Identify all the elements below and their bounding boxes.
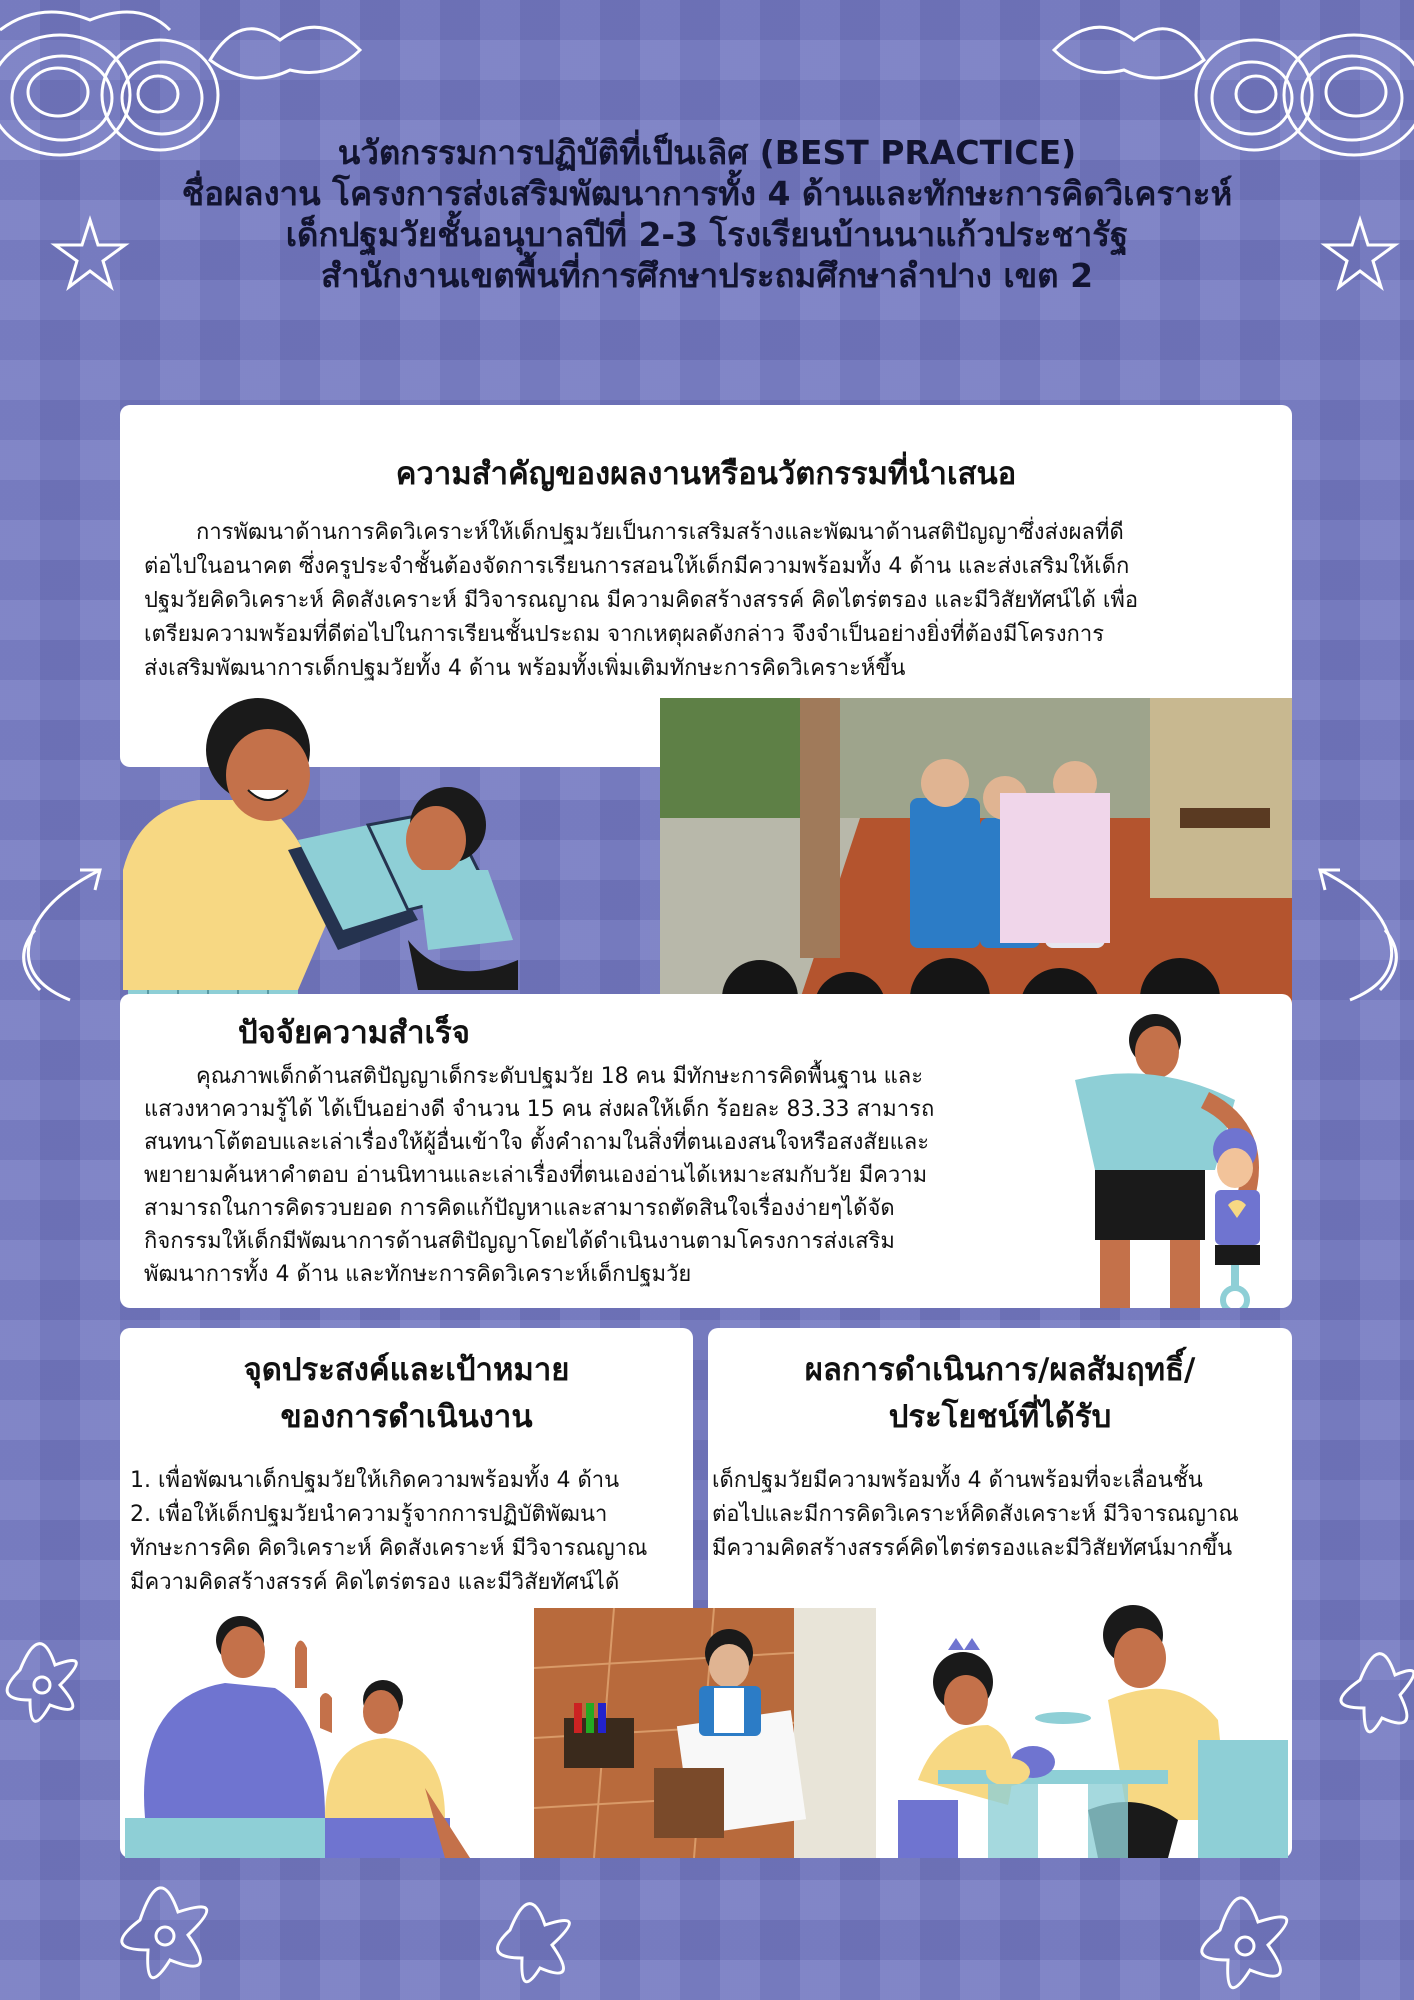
objectives-line-3: ทักษะการคิด คิดวิเคราะห์ คิดสังเคราะห์ มีวิจารณญาณ — [130, 1536, 648, 1561]
success-line-1: คุณภาพเด็กด้านสติปัญญาเด็กระดับปฐมวัย 18 คน มีทักษะการคิดพื้นฐาน และ — [196, 1064, 924, 1089]
success-line-4: พยายามค้นหาคำตอบ อ่านนิทานและเล่าเรื่องที่ตนเองอ่านได้เหมาะสมกับวัย มีความ — [144, 1163, 928, 1188]
flower-icon-bottom-left-2 — [100, 1850, 240, 2000]
title-line-2: ชื่อผลงาน โครงการส่งเสริมพัฒนาการทั้ง 4 ด้านและทักษะการคิดวิเคราะห์ — [181, 174, 1233, 213]
objectives-text — [130, 1464, 647, 1600]
results-heading-line-2: ประโยชน์ที่ได้รับ — [888, 1399, 1112, 1435]
success-line-5: สามารถในการคิดรวบยอด การคิดแก้ปัญหาและสามารถตัดสินใจเรื่องง่ายๆได้จัด — [144, 1196, 895, 1221]
illustration-reading-book — [118, 690, 538, 995]
success-heading: ปัจจัยความสำเร็จ — [238, 1015, 470, 1051]
success-line-6: กิจกรรมให้เด็กมีพัฒนาการด้านสติปัญญาโดยได้ดำเนินงานตามโครงการส่งเสริม — [144, 1229, 895, 1254]
arrow-icon-right — [1300, 860, 1410, 1010]
objectives-line-2: 2. เพื่อให้เด็กปฐมวัยนำความรู้จากการปฏิบัติพัฒนา — [130, 1502, 608, 1527]
title-line-3: เด็กปฐมวัยชั้นอนุบาลปีที่ 2-3 โรงเรียนบ้านนาแก้วประชารัฐ — [285, 215, 1129, 254]
importance-line-2: ต่อไปในอนาคต ซึ่งครูประจำชั้นต้องจัดการเรียนการสอนให้เด็กมีความพร้อมทั้ง 4 ด้าน และส่งเสริมให้เด็ก — [144, 554, 1130, 579]
importance-heading: ความสำคัญของผลงานหรือนวัตกรรมที่นำเสนอ — [395, 456, 1017, 492]
results-line-3: มีความคิดสร้างสรรค์คิดไตร่ตรองและมีวิสัยทัศน์มากขึ้น — [712, 1536, 1233, 1561]
importance-line-4: เตรียมความพร้อมที่ดีต่อไปในการเรียนชั้นประถม จากเหตุผลดังกล่าว จึงจำเป็นอย่างยิ่งที่ต้องมีโครงการ — [144, 622, 1105, 647]
objectives-heading — [120, 1347, 693, 1441]
arrow-icon-left — [10, 860, 110, 1010]
success-line-2: แสวงหาความรู้ได้ ได้เป็นอย่างดี จำนวน 15 คน ส่งผลให้เด็ก ร้อยละ 83.33 สามารถ — [144, 1097, 935, 1122]
photo-child-drawing-image — [534, 1608, 876, 1858]
objectives-line-4: มีความคิดสร้างสรรค์ คิดไตร่ตรอง และมีวิสัยทัศน์ได้ — [130, 1570, 620, 1595]
objectives-heading-line-2: ของการดำเนินงาน — [280, 1399, 533, 1435]
results-heading-line-1: ผลการดำเนินการ/ผลสัมฤทธิ์/ — [804, 1352, 1196, 1388]
star-icon-right — [1320, 215, 1400, 295]
title-line-4: สำนักงานเขตพื้นที่การศึกษาประถมศึกษาลำปาง เขต 2 — [320, 256, 1094, 295]
success-text — [144, 1060, 934, 1291]
photo-child-drawing — [534, 1608, 876, 1858]
flower-icon-right-edge — [1320, 1620, 1414, 1770]
objectives-heading-line-1: จุดประสงค์และเป้าหมาย — [243, 1352, 570, 1388]
results-text — [712, 1464, 1239, 1566]
flower-icon-bottom-right — [1180, 1860, 1320, 2000]
results-heading — [708, 1347, 1292, 1441]
flower-icon-bottom-left — [0, 1610, 110, 1770]
flower-icon-bottom-center — [480, 1870, 600, 2000]
illustration-bike-lesson — [1035, 1000, 1300, 1308]
success-line-3: สนทนาโต้ตอบและเล่าเรื่องให้ผู้อื่นเข้าใจ ตั้งคำถามในสิ่งที่ตนเองสนใจหรือสงสัยและ — [144, 1130, 930, 1155]
importance-line-5: ส่งเสริมพัฒนาการเด็กปฐมวัยทั้ง 4 ด้าน พร้อมทั้งเพิ่มเติมทักษะการคิดวิเคราะห์ขึ้น — [144, 656, 906, 681]
objectives-line-1: 1. เพื่อพัฒนาเด็กปฐมวัยให้เกิดความพร้อมทั้ง 4 ด้าน — [130, 1468, 620, 1493]
success-line-7: พัฒนาการทั้ง 4 ด้าน และทักษะการคิดวิเคราะห์เด็กปฐมวัย — [144, 1262, 692, 1287]
results-line-2: ต่อไปและมีการคิดวิเคราะห์คิดสังเคราะห์ มีวิจารณญาณ — [712, 1502, 1239, 1527]
title-line-1: นวัตกรรมการปฏิบัติที่เป็นเลิศ (BEST PRACTICE) — [337, 133, 1077, 172]
importance-text — [144, 516, 1138, 686]
illustration-tea-party — [878, 1590, 1293, 1858]
importance-line-1: การพัฒนาด้านการคิดวิเคราะห์ให้เด็กปฐมวัยเป็นการเสริมสร้างและพัฒนาด้านสติปัญญาซึ่งส่งผลที่ดี — [196, 520, 1124, 545]
importance-line-3: ปฐมวัยคิดวิเคราะห์ คิดสังเคราะห์ มีวิจารณญาณ มีความคิดสร้างสรรค์ คิดไตร่ตรอง และมีวิสัยทัศน์ได้ เพื่อ — [144, 588, 1139, 613]
page-title — [90, 132, 1324, 296]
illustration-high-five — [125, 1608, 475, 1858]
results-line-1: เด็กปฐมวัยมีความพร้อมทั้ง 4 ด้านพร้อมที่จะเลื่อนชั้น — [712, 1468, 1203, 1493]
